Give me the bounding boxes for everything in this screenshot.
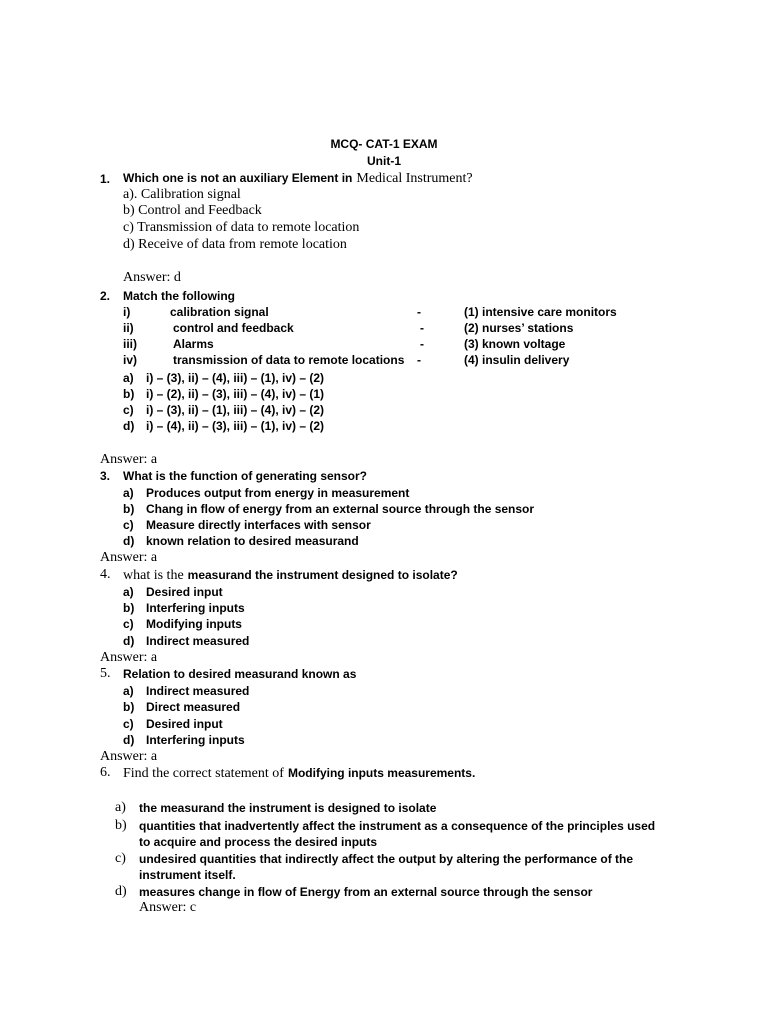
q3-option-d-label: d) <box>123 534 135 548</box>
q4-option-d-label: d) <box>123 634 135 648</box>
q1-option-a: a). Calibration signal <box>123 187 241 202</box>
q3-option-c-label: c) <box>123 518 134 532</box>
exam-title: MCQ- CAT-1 EXAM <box>330 137 438 151</box>
q6-option-c-line-1: undesired quantities that indirectly affect the output by altering the performance of the <box>139 852 634 866</box>
q2-row-1-left: calibration signal <box>170 305 269 319</box>
q2-row-1-num: i) <box>123 305 131 319</box>
q5-option-c: Desired input <box>146 717 223 731</box>
q2-row-1-right: (1) intensive care monitors <box>464 305 617 319</box>
q2-row-4-right: (4) insulin delivery <box>464 353 570 367</box>
q5-option-b: Direct measured <box>146 700 241 714</box>
q1-text-prefix: Which one is not an auxiliary Element in <box>123 171 353 185</box>
q5-option-a-label: a) <box>123 684 134 698</box>
q2-row-3-left: Alarms <box>173 337 214 351</box>
q5-option-c-label: c) <box>123 717 134 731</box>
q1-text-suffix: Medical Instrument? <box>356 171 473 186</box>
q3-answer: Answer: a <box>100 550 158 565</box>
q2-option-b-label: b) <box>123 387 135 401</box>
q5-answer: Answer: a <box>100 749 158 764</box>
q2-row-1-dash: - <box>417 305 421 319</box>
q2-row-3-right: (3) known voltage <box>464 337 566 351</box>
q6-option-b-line-2: to acquire and process the desired inputs <box>139 835 378 849</box>
q4-option-b: Interfering inputs <box>146 601 245 615</box>
q2-answer: Answer: a <box>100 452 158 467</box>
q5-option-a: Indirect measured <box>146 684 250 698</box>
q6-option-b-label: b) <box>115 818 127 833</box>
q6-option-c-line-2: instrument itself. <box>139 868 236 882</box>
q2-option-c-label: c) <box>123 403 134 417</box>
q6-option-a: the measurand the instrument is designed to isolate <box>139 801 437 815</box>
q1-answer: Answer: d <box>123 270 181 285</box>
q2-row-2-dash: - <box>420 321 424 335</box>
q3-option-a-label: a) <box>123 486 134 500</box>
q2-option-a: i) – (3), ii) – (4), iii) – (1), iv) – (2) <box>146 371 325 385</box>
q4-option-c-label: c) <box>123 617 134 631</box>
q2-option-c: i) – (3), ii) – (1), iii) – (4), iv) – (2) <box>146 403 325 417</box>
q2-row-4-dash: - <box>417 353 421 367</box>
q4-option-d: Indirect measured <box>146 634 250 648</box>
q2-row-4-num: iv) <box>123 353 138 367</box>
q6-option-d: measures change in flow of Energy from an external source through the sensor <box>139 885 593 899</box>
q6-text-suffix: Modifying inputs measurements. <box>287 766 476 780</box>
q3-text: What is the function of generating sensor? <box>123 469 368 483</box>
q3-option-c: Measure directly interfaces with sensor <box>146 518 371 532</box>
q6-number: 6. <box>100 765 111 780</box>
q2-row-3-dash: - <box>420 337 424 351</box>
q2-option-b: i) – (2), ii) – (3), iii) – (4), iv) – (1) <box>146 387 325 401</box>
q6-option-a-label: a) <box>115 800 126 815</box>
q4-option-a: Desired input <box>146 585 223 599</box>
q2-row-2-num: ii) <box>123 321 134 335</box>
q4-option-a-label: a) <box>123 585 134 599</box>
q6-option-d-label: d) <box>115 884 127 899</box>
q3-option-d: known relation to desired measurand <box>146 534 359 548</box>
q3-number: 3. <box>100 469 111 483</box>
q4-option-c: Modifying inputs <box>146 617 242 631</box>
q3-option-b-label: b) <box>123 502 135 516</box>
q2-row-2-right: (2) nurses’ stations <box>464 321 574 335</box>
q5-option-b-label: b) <box>123 700 135 714</box>
q1-number: 1. <box>100 172 111 186</box>
q2-row-4-left: transmission of data to remote locations <box>173 353 405 367</box>
q2-row-3-num: iii) <box>123 337 137 351</box>
q6-answer: Answer: c <box>139 900 197 915</box>
q2-option-d-label: d) <box>123 419 135 433</box>
q2-option-d: i) – (4), ii) – (3), iii) – (1), iv) – (2) <box>146 419 325 433</box>
q5-option-d: Interfering inputs <box>146 733 245 747</box>
q4-text-prefix: what is the <box>123 568 184 583</box>
q1-option-c: c) Transmission of data to remote location <box>123 220 360 235</box>
q5-option-d-label: d) <box>123 733 135 747</box>
q2-option-a-label: a) <box>123 371 134 385</box>
q6-text-prefix: Find the correct statement of <box>123 766 284 781</box>
q1-option-b: b) Control and Feedback <box>123 203 262 218</box>
q4-answer: Answer: a <box>100 650 158 665</box>
q6-option-c-label: c) <box>115 851 126 866</box>
q4-text-suffix: measurand the instrument designed to isolate? <box>187 568 458 582</box>
q5-number: 5. <box>100 666 111 681</box>
q3-option-a: Produces output from energy in measurement <box>146 486 410 500</box>
exam-subtitle: Unit-1 <box>367 154 401 168</box>
q2-number: 2. <box>100 289 111 303</box>
q4-option-b-label: b) <box>123 601 135 615</box>
q6-option-b-line-1: quantities that inadvertently affect the instrument as a consequence of the principles used <box>139 819 656 833</box>
q2-row-2-left: control and feedback <box>173 321 294 335</box>
q2-text: Match the following <box>123 289 235 303</box>
q1-option-d: d) Receive of data from remote location <box>123 237 347 252</box>
q5-text: Relation to desired measurand known as <box>123 667 357 681</box>
q3-option-b: Chang in flow of energy from an external source through the sensor <box>146 502 535 516</box>
q4-number: 4. <box>100 567 111 582</box>
